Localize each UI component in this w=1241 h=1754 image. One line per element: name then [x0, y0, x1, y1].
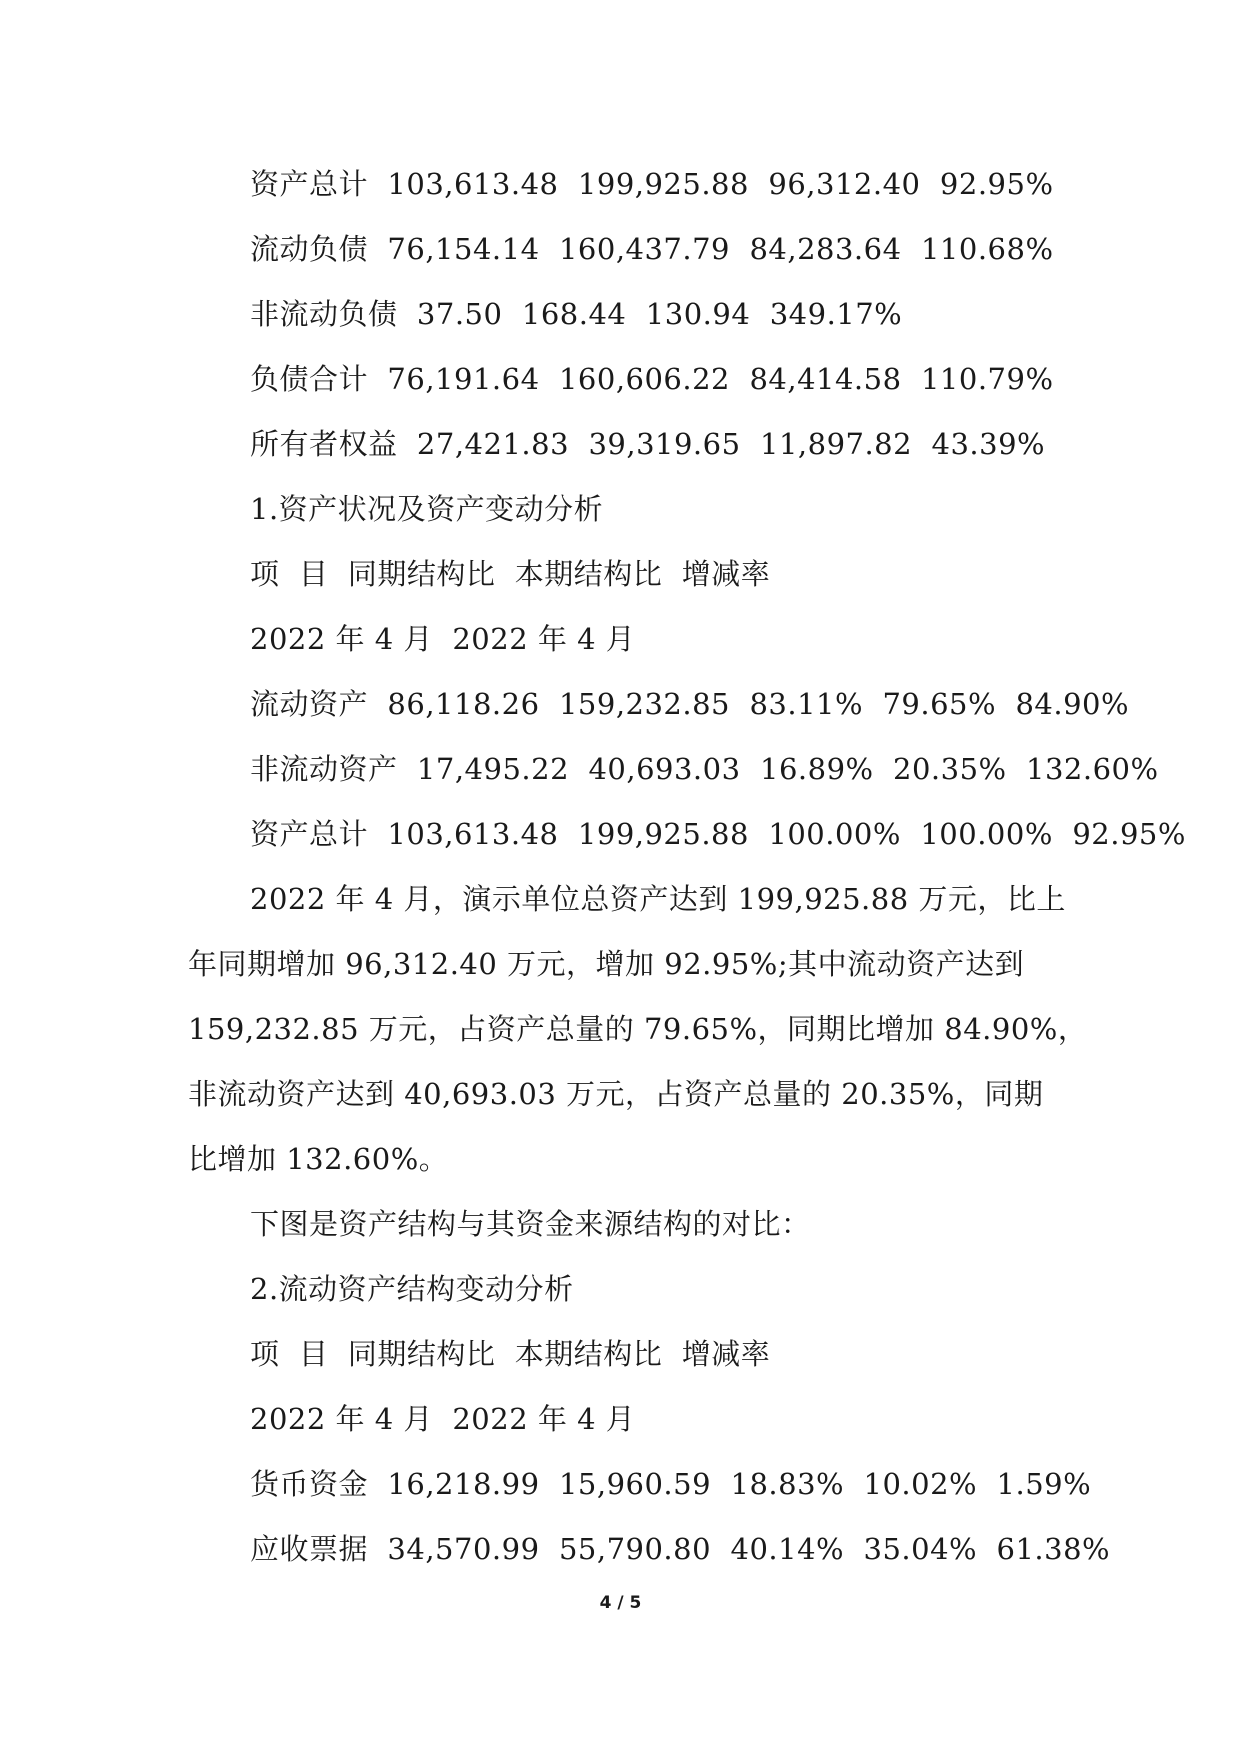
text-line: 资产总计 103,613.48 199,925.88 96,312.40 92.95% — [250, 167, 1054, 201]
table-row: 货币资金 16,218.99 15,960.59 18.83% 10.02% 1.59% — [250, 1467, 1092, 1501]
section-heading: 1.资产状况及资产变动分析 — [250, 492, 604, 526]
table-subheader: 2022 年 4 月 2022 年 4 月 — [250, 622, 636, 656]
table-row: 应收票据 34,570.99 55,790.80 40.14% 35.04% 61.38% — [250, 1532, 1111, 1566]
text-line: 所有者权益 27,421.83 39,319.65 11,897.82 43.39% — [250, 427, 1046, 461]
text-line: 下图是资产结构与其资金来源结构的对比： — [250, 1207, 811, 1241]
table-row: 资产总计 103,613.48 199,925.88 100.00% 100.00% 92.95% — [250, 817, 1186, 851]
section-heading: 2.流动资产结构变动分析 — [250, 1272, 574, 1306]
page-number: 4 / 5 — [599, 1593, 642, 1613]
table-row: 流动资产 86,118.26 159,232.85 83.11% 79.65% 84.90% — [250, 687, 1130, 721]
paragraph-line: 2022 年 4 月，演示单位总资产达到 199,925.88 万元，比上 — [250, 882, 1066, 916]
table-subheader: 2022 年 4 月 2022 年 4 月 — [250, 1402, 636, 1436]
text-line: 负债合计 76,191.64 160,606.22 84,414.58 110.79% — [250, 362, 1054, 396]
text-line: 流动负债 76,154.14 160,437.79 84,283.64 110.68% — [250, 232, 1054, 266]
paragraph-line: 年同期增加 96,312.40 万元，增加 92.95%;其中流动资产达到 — [188, 947, 1025, 981]
paragraph-line: 比增加 132.60%。 — [188, 1142, 449, 1176]
paragraph-line: 159,232.85 万元，占资产总量的 79.65%，同期比增加 84.90%， — [188, 1012, 1088, 1046]
paragraph-line: 非流动资产达到 40,693.03 万元，占资产总量的 20.35%，同期 — [188, 1077, 1044, 1111]
table-header: 项 目 同期结构比 本期结构比 增减率 — [250, 557, 771, 591]
table-row: 非流动资产 17,495.22 40,693.03 16.89% 20.35% 132.60% — [250, 752, 1159, 786]
text-line: 非流动负债 37.50 168.44 130.94 349.17% — [250, 297, 903, 331]
table-header: 项 目 同期结构比 本期结构比 增减率 — [250, 1337, 771, 1371]
